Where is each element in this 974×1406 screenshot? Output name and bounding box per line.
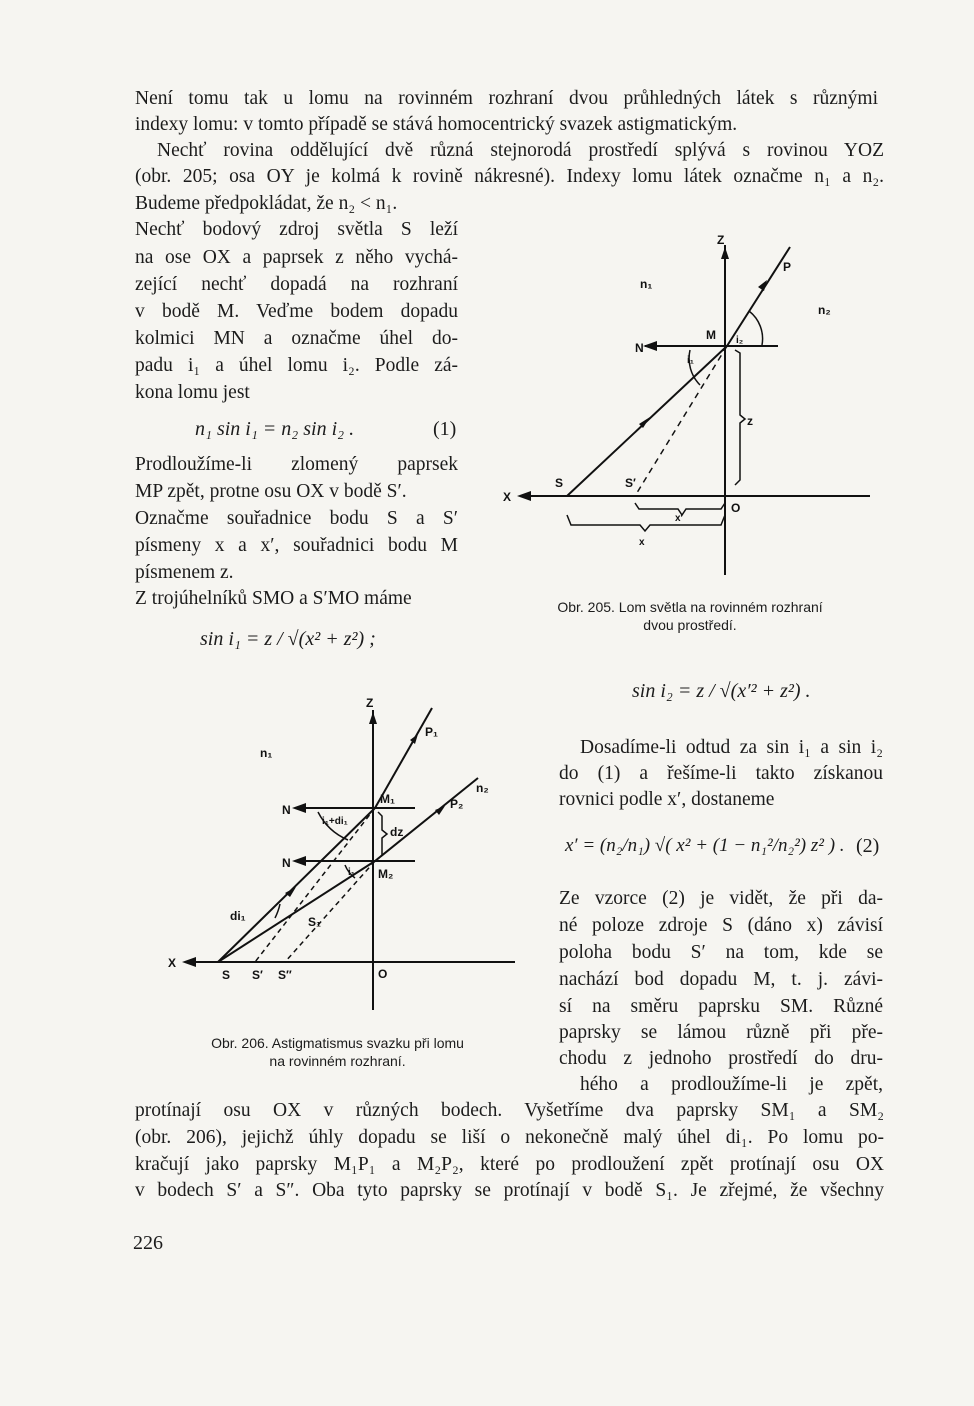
fig205-label-n1: n₁ <box>640 277 653 291</box>
fig206-label-M1: M₁ <box>380 792 395 806</box>
fig206-label-n2: n₂ <box>476 781 489 795</box>
figure-206 <box>160 690 525 1020</box>
text-line-19: Dosadíme-li odtud za sin i₁ a sin i₂ <box>580 737 883 758</box>
text-line-31: (obr. 206), jejichž úhly dopadu se liší o nekonečně malý úhel di₁. Po lomu po- <box>135 1127 884 1148</box>
fig206-label-Z: Z <box>366 696 374 710</box>
equation-1: n₁ sin i₁ = n₂ sin i₂ . <box>195 418 355 440</box>
fig206-label-S1: S₁ <box>308 915 321 929</box>
fig206-label-di1: di₁ <box>230 909 246 923</box>
text-line-3: Nechť rovina oddělující dvě různá stejnorodá prostředí splývá s rovinou YOZ <box>157 140 884 161</box>
refracted-ray-2 <box>375 778 478 861</box>
fig206-label-i1-di1: i₁+di₁ <box>322 816 348 827</box>
text-line-22: Ze vzorce (2) je vidět, že při da- <box>559 888 883 909</box>
text-line-29: hého a prodloužíme-li je zpět, <box>580 1074 883 1095</box>
brace-x <box>567 515 725 531</box>
text-line-25: nachází bod dopadu M, t. j. závi- <box>559 969 883 990</box>
fig205-label-M: M <box>706 328 716 342</box>
text-line-15: Označme souřadnice bodu S a S′ <box>135 508 458 529</box>
fig205-label-x: x <box>639 537 645 548</box>
fig206-label-S: S <box>222 968 231 982</box>
fig205-caption-line-2: dvou prostředí. <box>643 617 737 633</box>
text-line-17: písmenem z. <box>135 562 234 583</box>
z-axis-arrow <box>369 712 377 724</box>
fig206-label-O: O <box>378 967 388 981</box>
fig206-label-N-bottom: N <box>282 856 291 870</box>
text-line-12: kona lomu jest <box>135 382 250 403</box>
text-line-10: kolmici MN a označme úhel do- <box>135 328 458 349</box>
text-line-24: poloha bodu S′ na tom, kde se <box>559 942 883 963</box>
text-line-20: do (1) a řešíme-li takto získanou <box>559 763 883 784</box>
extended-ray-2 <box>285 861 375 962</box>
fig205-label-S-prime: S′ <box>625 476 636 490</box>
text-line-6: Nechť bodový zdroj světla S leží <box>135 219 458 240</box>
text-line-16: písmeny x a x′, souřadnici bodu M <box>135 535 458 556</box>
text-line-30: protínají osu OX v různých bodech. Vyšetříme dva paprsky SM₁ a SM₂ <box>135 1100 884 1121</box>
text-line-26: sí na směru paprsku SM. Různé <box>559 996 883 1017</box>
fig205-label-O: O <box>731 501 741 515</box>
fig205-label-i1: i₁ <box>687 355 694 366</box>
brace-z <box>735 350 745 485</box>
fig206-label-X: X <box>168 956 177 970</box>
text-line-4: (obr. 205; osa OY je kolmá k rovině nákresné). Indexy lomu látek označme n₁ a n₂. <box>135 166 884 187</box>
normal-bottom-arrow <box>292 856 306 866</box>
fig206-label-S-prime: S′ <box>252 968 263 982</box>
fig206-label-P1: P₁ <box>425 725 438 739</box>
fig206-label-S-dprime: S″ <box>278 968 292 982</box>
refracted-ray <box>727 247 790 346</box>
fig205-caption-line-1: Obr. 205. Lom světla na rovinném rozhraní <box>557 599 823 615</box>
z-axis-arrow <box>721 247 729 259</box>
equation-2: x′ = (n₂/n₁) √( x² + (1 − n₁²/n₂²) z² ) . <box>565 835 845 856</box>
fig205-label-S: S <box>555 476 564 490</box>
text-line-27: paprsky se lámou různě při pře- <box>559 1022 883 1043</box>
fig205-label-P: P <box>783 260 792 274</box>
fig206-label-P2: P₂ <box>450 797 464 811</box>
fig205-label-n2: n₂ <box>818 303 831 317</box>
text-line-28: chodu z jednoho prostředí do dru- <box>559 1048 883 1069</box>
text-line-21: rovnici podle x′, dostaneme <box>559 789 775 810</box>
angle-i2-arc <box>749 311 763 345</box>
page-number: 226 <box>133 1232 163 1254</box>
fig205-label-x-prime: x′ <box>675 513 683 524</box>
fig205-label-z: z <box>747 414 753 428</box>
fig206-caption-line-1: Obr. 206. Astigmatismus svazku při lomu <box>211 1035 464 1051</box>
text-line-32: kračují jako paprsky M₁P₁ a M₂P₂, které po prodloužení zpět protínají osu OX <box>135 1154 884 1175</box>
normal-top-arrow <box>292 803 306 813</box>
text-line-7: na ose OX a paprsek z něho vychá- <box>135 247 458 268</box>
text-line-2: indexy lomu: v tomto případě se stává homocentrický svazek astigmatickým. <box>135 114 738 135</box>
text-line-14: MP zpět, protne osu OX v bodě S′. <box>135 481 407 502</box>
x-axis-arrow <box>517 491 531 501</box>
text-line-33: v bodech S′ a S″. Oba tyto paprsky se protínají v bodě S₁. Je zřejmé, že všechny <box>135 1180 884 1201</box>
text-line-18: Z trojúhelníků SMO a S′MO máme <box>135 588 412 609</box>
normal-arrow <box>643 341 657 351</box>
equation-sin-i1: sin i₁ = z / √(x² + z²) ; <box>200 628 376 650</box>
text-line-11: padu i₁ a úhel lomu i₂. Podle zá- <box>135 355 458 376</box>
fig206-label-dz: dz <box>390 825 404 839</box>
fig205-label-X: X <box>503 490 512 504</box>
fig205-label-i2: i₂ <box>736 335 744 346</box>
equation-1-number: (1) <box>433 418 457 440</box>
equation-sin-i2: sin i₂ = z / √(x′² + z²) . <box>632 680 811 702</box>
figure-205 <box>495 225 885 585</box>
extended-ray-1 <box>255 808 375 962</box>
fig206-label-n1: n₁ <box>260 746 273 760</box>
text-line-8: zející nechť dopadá na rozhraní <box>135 274 458 295</box>
text-line-1: Není tomu tak u lomu na rovinném rozhraní dvou průhledných látek s různými <box>135 88 878 109</box>
text-line-23: né poloze zdroje S (dáno x) závisí <box>559 915 883 936</box>
extended-ray <box>635 346 727 496</box>
fig205-label-Z: Z <box>717 233 725 247</box>
text-line-5: Budeme předpokládat, že n₂ < n₁. <box>135 193 398 214</box>
incident-ray-1 <box>218 808 375 962</box>
text-line-9: v bodě M. Veďme bodem dopadu <box>135 301 458 322</box>
fig206-label-i1: i₁ <box>348 867 355 878</box>
equation-2-number: (2) <box>856 835 880 857</box>
fig206-caption-line-2: na rovinném rozhraní. <box>269 1053 406 1069</box>
x-axis-arrow <box>182 957 196 967</box>
fig206-label-N-top: N <box>282 803 291 817</box>
fig206-label-M2: M₂ <box>378 867 394 881</box>
fig205-label-N: N <box>635 341 644 355</box>
text-line-13: Prodloužíme-li zlomený paprsek <box>135 454 458 475</box>
